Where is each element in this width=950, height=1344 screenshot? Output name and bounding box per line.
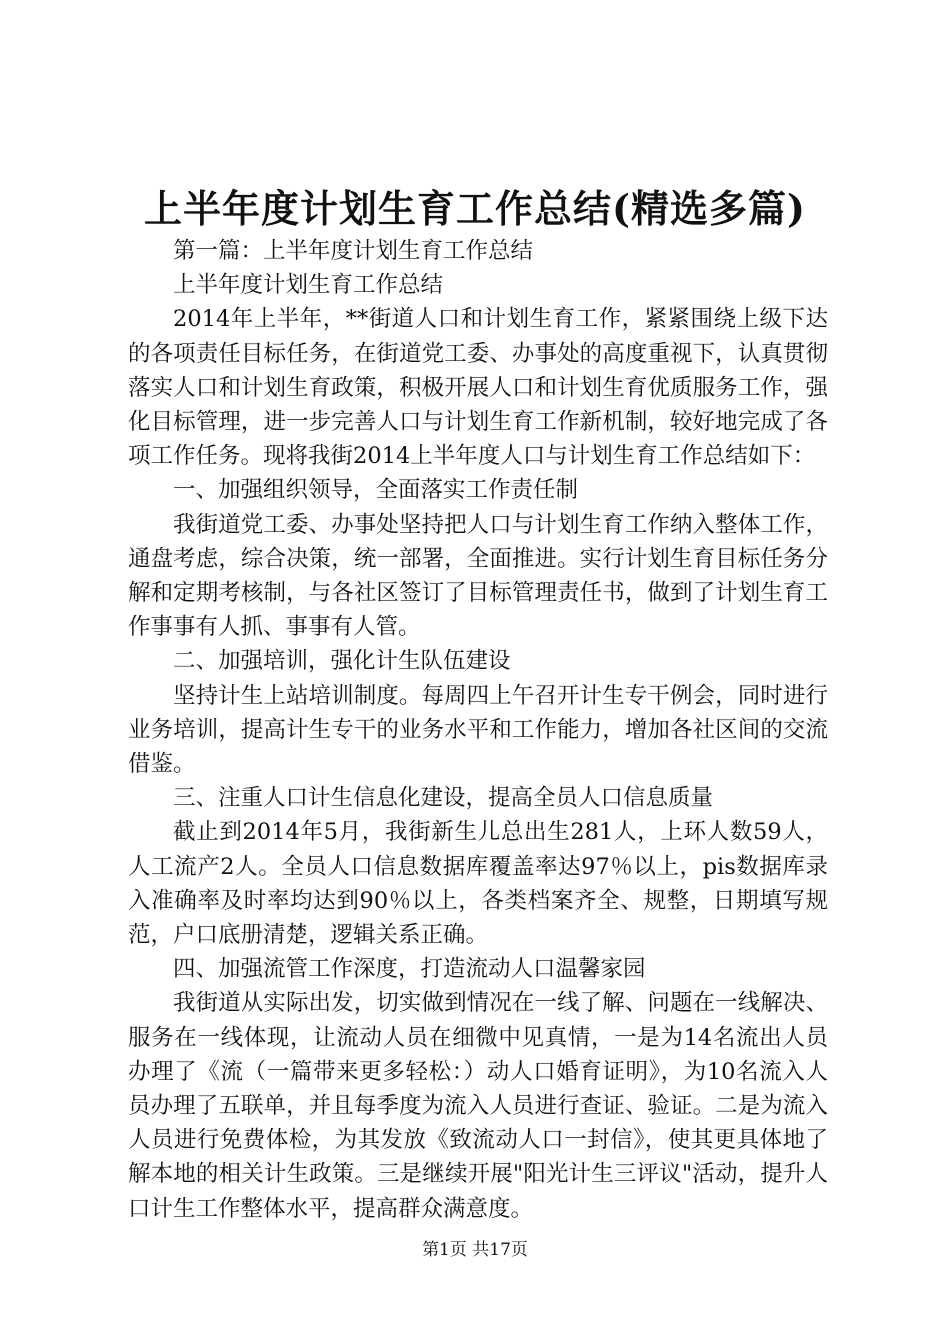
page-footer: 第1页 共17页 [422, 1240, 528, 1260]
section-heading: 三、注重人口计生信息化建设，提高全员人口信息质量 [173, 785, 714, 812]
paragraph: 2014年上半年，**街道人口和计划生育工作，紧紧围绕上级下达的各项责任目标任务，在街道党工委、办事处的高度重视下，认真贯彻落实人口和计划生育政策，积极开展人口和计划生育优质服务工作，强化目标管理，进一步完善人口与计划生育工作新机制，较好地完成了各项工作任务。现将我街2014上半年度人口与计划生育工作总结如下： [128, 306, 828, 470]
section-heading: 二、加强培训，强化计生队伍建设 [173, 648, 511, 675]
document-title: 上半年度计划生育工作总结(精选多篇) [144, 186, 806, 231]
section-heading: 四、加强流管工作深度，打造流动人口温馨家园 [173, 956, 646, 983]
paragraph: 第一篇：上半年度计划生育工作总结 [173, 238, 534, 264]
paragraph: 截止到2014年5月，我街新生儿总出生281人，上环人数59人，人工流产2人。全员人口信息数据库覆盖率达97％以上，pis数据库录入准确率及时率均达到90％以上，各类档案齐全、规整，日期填写规范，户口底册清楚，逻辑关系正确。 [128, 819, 828, 949]
paragraph: 上半年度计划生育工作总结 [173, 272, 444, 299]
paragraph: 坚持计生上站培训制度。每周四上午召开计生专干例会，同时进行业务培训，提高计生专干的业务水平和工作能力，增加各社区间的交流借鉴。 [128, 682, 828, 778]
section-heading: 一、加强组织领导，全面落实工作责任制 [173, 477, 579, 504]
document-body [128, 234, 828, 1226]
paragraph: 我街道党工委、办事处坚持把人口与计划生育工作纳入整体工作，通盘考虑，综合决策，统一部署，全面推进。实行计划生育目标任务分解和定期考核制，与各社区签订了目标管理责任书，做到了计划生育工作事事有人抓、事事有人管。 [128, 511, 828, 641]
paragraph: 我街道从实际出发，切实做到情况在一线了解、问题在一线解决、服务在一线体现，让流动人员在细微中见真情，一是为14名流出人员办理了《流（一篇带来更多轻松：）动人口婚育证明》，为10名流入人员办理了五联单，并且每季度为流入人员进行查证、验证。二是为流入人员进行免费体检，为其发放《致流动人口一封信》，使其更具体地了解本地的相关计生政策。三是继续开展"阳光计生三评议"活动，提升人口计生工作整体水平，提高群众满意度。 [128, 990, 828, 1222]
